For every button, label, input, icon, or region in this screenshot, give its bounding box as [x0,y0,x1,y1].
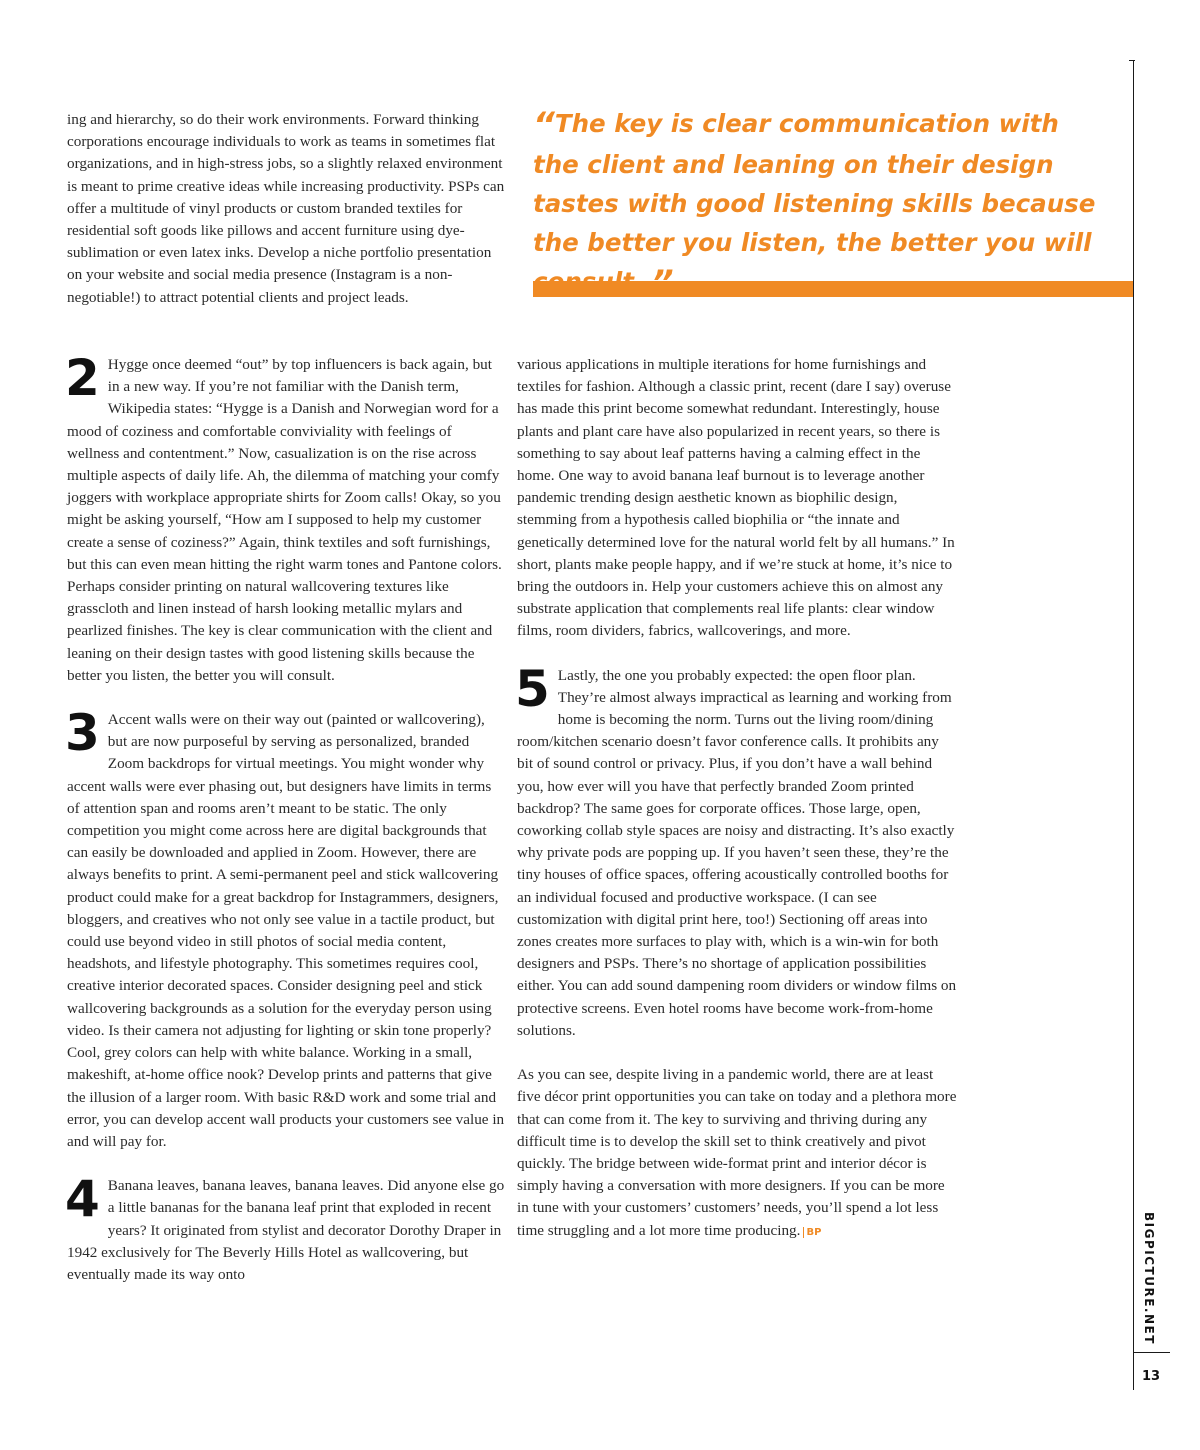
open-quote-mark: “ [533,105,555,145]
section-4-text: Banana leaves, banana leaves, banana leaves. Did anyone else go a little bananas for the banana leaf print that exploded in recent years? It originated from stylist and decorator Dorothy Draper in 1942 exclusively for The Beverly Hills Hotel as wallcovering, but eventually made its way onto [67,1177,505,1283]
section-5-text: Lastly, the one you probably expected: the open floor plan. They’re almost always impractical as learning and working from home is becoming the norm. Turns out the living room/dining room/kitchen scenario doesn’t favor conference calls. It prohibits any bit of sound control or privacy. Plus, if you don’t have a wall behind you, how ever will you have that perfectly branded Zoom printed backdrop? The same goes for corporate offices. Those large, open, coworking collab style spaces are noisy and distracting. It’s also exactly why private pods are popping up. If you haven’t seen these, they’re the tiny houses of office spaces, offering acoustically controlled booths for an individual focused and productive workspace. (I can see customization with digital print here, too!) Sectioning off areas into zones creates more surfaces to play with, which is a win-win for both designers and PSPs. There’s no shortage of application possibilities either. You can add sound dampening room dividers or window films on protective screens. Even hotel rooms have become work-from-home solutions. [517,666,957,1039]
pull-quote-text: The key is clear communication with the client and leaning on their design tastes with good listening skills because the better you listen, the better you will [533,109,1096,257]
left-column [65,349,507,1286]
section-5 [515,659,957,1042]
site-name: BIGPICTURE.NET [1142,1212,1156,1345]
section-2-text: Hygge once deemed “out” by top influencers is back again, but in a new way. If you’re not familiar with the Danish term, Wikipedia states: “Hygge is a Danish and Norwegian word for a mood of coziness and comfortable conviviality with feelings of wellness and contentment.” Now, casualization is on the rise across multiple aspects of daily life. Ah, the dilemma of matching your comfy joggers with workplace appropriate shirts for Zoom calls! Okay, so you might be asking yourself, “How am I supposed to help my customer create a sense of coziness?” Again, think textiles and soft furnishings, but this can even mean hitting the right warm tones and Pantone colors. Perhaps consider printing on natural wallcovering textures like grasscloth and linen instead of harsh looking metallic mylars and pearlized finishes. The key is clear communication with the client and leaning on their design tastes with good listening skills because the better you listen, the better you will consult. [67,356,502,684]
section-2 [65,349,507,687]
intro-paragraph: ing and hierarchy, so do their work environments. Forward thinking corporations encourage individuals to work as teams in sometimes flat organizations, and in high-stress jobs, so a slightly relaxed environment is meant to prime creative ideas while increasing productivity. PSPs can offer a multitude of vinyl products or custom branded textiles for residential soft goods like pillows and accent furniture using dye-sublimation or even latex inks. Develop a niche portfolio presentation on your website and social media presence (Instagram is a non-negotiable!) to attract potential clients and project leads. [67,111,505,306]
pull-quote [533,104,1113,303]
section-number-5: 5 [515,659,550,718]
conclusion-text: As you can see, despite living in a pandemic world, there are at least five décor print opportunities you can take on today and a plethora more that can come from it. The key to surviving and thriving during any difficult time is to develop the skill set to think creatively and pivot quickly. The bridge between wide-format print and interior décor is simply having a conversation with more designers. If you can be more in tune with your customers’ customers’ needs, you’ll spend a lot less time struggling and a lot more time producing. [517,1066,957,1239]
section-number-4: 4 [65,1170,100,1229]
page-number: 13 [1142,1369,1161,1384]
end-mark: BP [803,1227,821,1238]
pull-quote-bar [533,281,1134,297]
section-number-3: 3 [65,704,100,763]
section-3 [65,704,507,1153]
section-number-2: 2 [65,349,100,407]
section-4-continued: various applications in multiple iterations for home furnishings and textiles for fashion. Although a classic print, recent (dare I say) overuse has made this print become somewhat redundant. Interestingly, house plants and plant care have also popularized in recent years, so there is something to say about leaf patterns having a calming effect in the home. One way to avoid banana leaf burnout is to leverage another pandemic trending design aesthetic known as biophilic design, stemming from a hypothesis called biophilia or “the innate and genetically determined love for the natural world felt by all humans.” In short, plants make people happy, and if we’re stuck at home, it’s nice to bring the outdoors in. Help your customers achieve this on almost any substrate application that complements real life plants: clear window films, room dividers, fabrics, wallcoverings, and more. [517,356,955,640]
right-column [517,354,957,1244]
conclusion [517,1064,957,1244]
margin-rule [1133,60,1134,1390]
page-number-rule [1133,1352,1170,1353]
margin-tick [1129,60,1135,61]
section-4 [65,1170,507,1286]
intro-column [67,109,507,309]
section-3-text: Accent walls were on their way out (painted or wallcovering), but are now purposeful by serving as personalized, branded Zoom backdrops for virtual meetings. You might wonder why accent walls were ever phasing out, but designers have limits in terms of attention span and rooms aren’t meant to be static. The only competition you might come across here are digital backgrounds that can easily be downloaded and applied in Zoom. However, there are always benefits to print. A semi-permanent peel and stick wallcovering product could make for a great backdrop for Instagrammers, designers, bloggers, and creatives who not only see value in a tactile product, but could use beyond video in still photos of social media content, headshots, and lifestyle photography. This sometimes requires cool, creative interior decorated spaces. Consider designing peel and stick wallcovering backgrounds as a solution for the everyday person using video. Is their camera not adjusting for lighting or skin tone properly? Cool, grey colors can help with white balance. Working in a small, makeshift, at-home office nook? Develop prints and patterns that give the illusion of a larger room. With basic R&D work and some trial and error, you can develop accent wall products your customers see value in and will pay for. [67,711,505,1150]
